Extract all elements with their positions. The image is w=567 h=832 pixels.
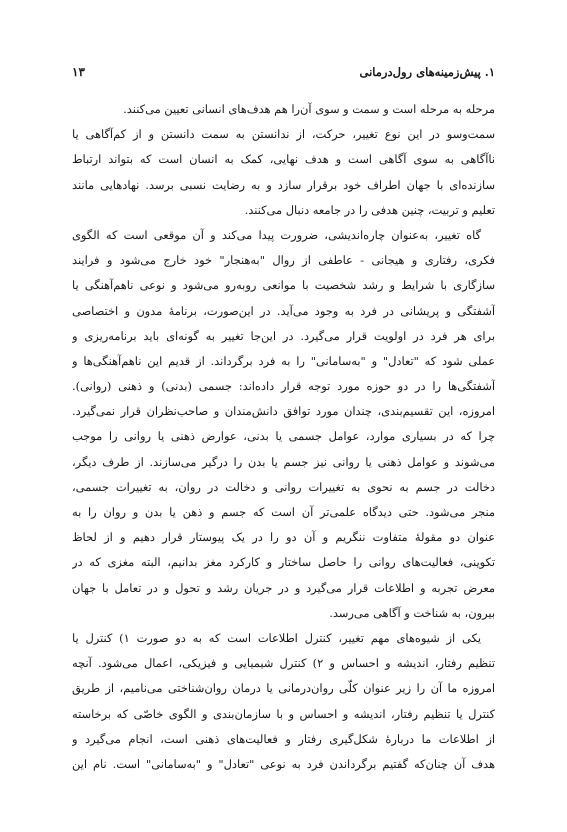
text-line: یکی از شیوه‌های مهم تغییر، کنترل اطلاعات است که به دو صورت ۱) کنترل یا (72, 630, 481, 645)
text-line: تنظیم رفتار، اندیشه و احساس و ۲) کنترل شیمیایی و فیزیکی، اعمال می‌شود. آنچه (72, 656, 495, 671)
text-line: معرض تجربه و اطلاعات قرار می‌گیرد و در جریان رشد و تحول و در تعامل با جهان (72, 580, 495, 595)
text-line: دخالت در جسم به نحوی به تغییرات روانی و دخالت در روان، به تغییرات جسمی، (72, 479, 495, 494)
page-header (72, 62, 495, 82)
text-line: تعلیم و تربیت، چنین هدفی را در جامعه دنبال می‌کنند. (244, 202, 495, 217)
text-line: امروزه، این تقسیم‌بندی، چندان مورد توافق دانش‌مندان و صاحب‌نظران قرار نمی‌گیرد. (72, 404, 495, 419)
text-line: از اطلاعات ما دربارهٔ شکل‌گیری رفتار و فعالیت‌های ذهنی است، انجام می‌گیرد و (72, 731, 495, 746)
text-line: تکوینی، فعالیت‌های روانی را حاصل ساختار و کارکرد مغز بدانیم، البته مغزی که در (72, 555, 495, 570)
text-line: ناآگاهی به سوی آگاهی است و هدف نهایی، کمک به انسان است که بتواند ارتباط (72, 152, 495, 167)
text-line: عنوان دو مقولهٔ متفاوت ننگریم و آن دو را در یک پیوستار قرار دهیم و از لحاظ (72, 530, 495, 545)
text-line: آشفتگی‌ها را در دو حوزه مورد توجه قرار داده‌اند: جسمی (بدنی) و ذهنی (روانی). (72, 379, 495, 394)
text-line: چرا که در بسیاری موارد، عوامل جسمی یا بدنی، عوارض ذهنی یا روانی را موجب (72, 429, 495, 444)
text-line: آشفتگی و پریشانی در فرد به وجود می‌آید. در این‌صورت، برنامهٔ مدون و اختصاصی (72, 303, 495, 318)
text-line: عملی شود که "تعادل" و "به‌سامانی" را به فرد برگرداند. از قدیم این ناهم‌آهنگی‌ها و (72, 353, 495, 368)
text-line: سازگاری با شرایط و رشد شخصیت با موانعی روبه‌رو می‌شود و نوعی ناهم‌آهنگی یا (72, 278, 495, 293)
text-line: امروزه ما آن را زیر عنوان کلّی روان‌درمانی یا درمان روان‌شناختی می‌نامیم، از طریق (72, 681, 495, 696)
text-line: سمت‌وسو در این نوع تغییر، حرکت، از ندانستن به سمت دانستن و از کم‌آگاهی یا (72, 127, 495, 142)
text-line: برای هر فرد در اولویت قرار می‌گیرد. در این‌جا تغییر به گونه‌ای باید برنامه‌ریزی و (72, 328, 495, 343)
text-line: فکری، رفتاری و هیجانی - عاطفی از روال "به‌هنجار" خود خارج می‌شود و فرایند (72, 253, 495, 268)
text-line: سازنده‌ای با جهان اطراف خود برقرار سازد و به رضایت نسبی برسد. نهادهایی مانند (72, 177, 495, 192)
text-line: کنترل یا تنظیم رفتار، اندیشه و احساس و با سازمان‌بندی و الگوی خاصّی که برخاسته (72, 706, 495, 721)
text-line: هدف آن چنان‌که گفتیم برگرداندن فرد به نوعی "تعادل" و "به‌سامانی" است. نام این (72, 756, 495, 771)
body-text (72, 97, 495, 777)
page-number: ۱۳ (72, 65, 85, 79)
text-line: گاه تغییر، به‌عنوان چاره‌اندیشی، ضرورت پیدا می‌کند و آن موقعی است که الگوی (72, 227, 481, 242)
text-line: مرحله به مرحله است و سمت و سوی آن‌را هم هدف‌های انسانی تعیین می‌کنند. (123, 102, 495, 116)
text-line: می‌شوند و عوامل ذهنی یا روانی نیز جسم یا بدن را درگیر می‌سازند. از طرف دیگر، (72, 454, 495, 469)
text-line: منجر می‌شود. حتی دیدگاه علمی‌تر آن است که جسم و ذهن یا بدن و روان را به (72, 505, 495, 519)
text-line: بیرون، به شناخت و آگاهی می‌رسد. (329, 605, 495, 620)
running-title: ۱. پیش‌زمینه‌های رول‌درمانی (359, 65, 495, 79)
